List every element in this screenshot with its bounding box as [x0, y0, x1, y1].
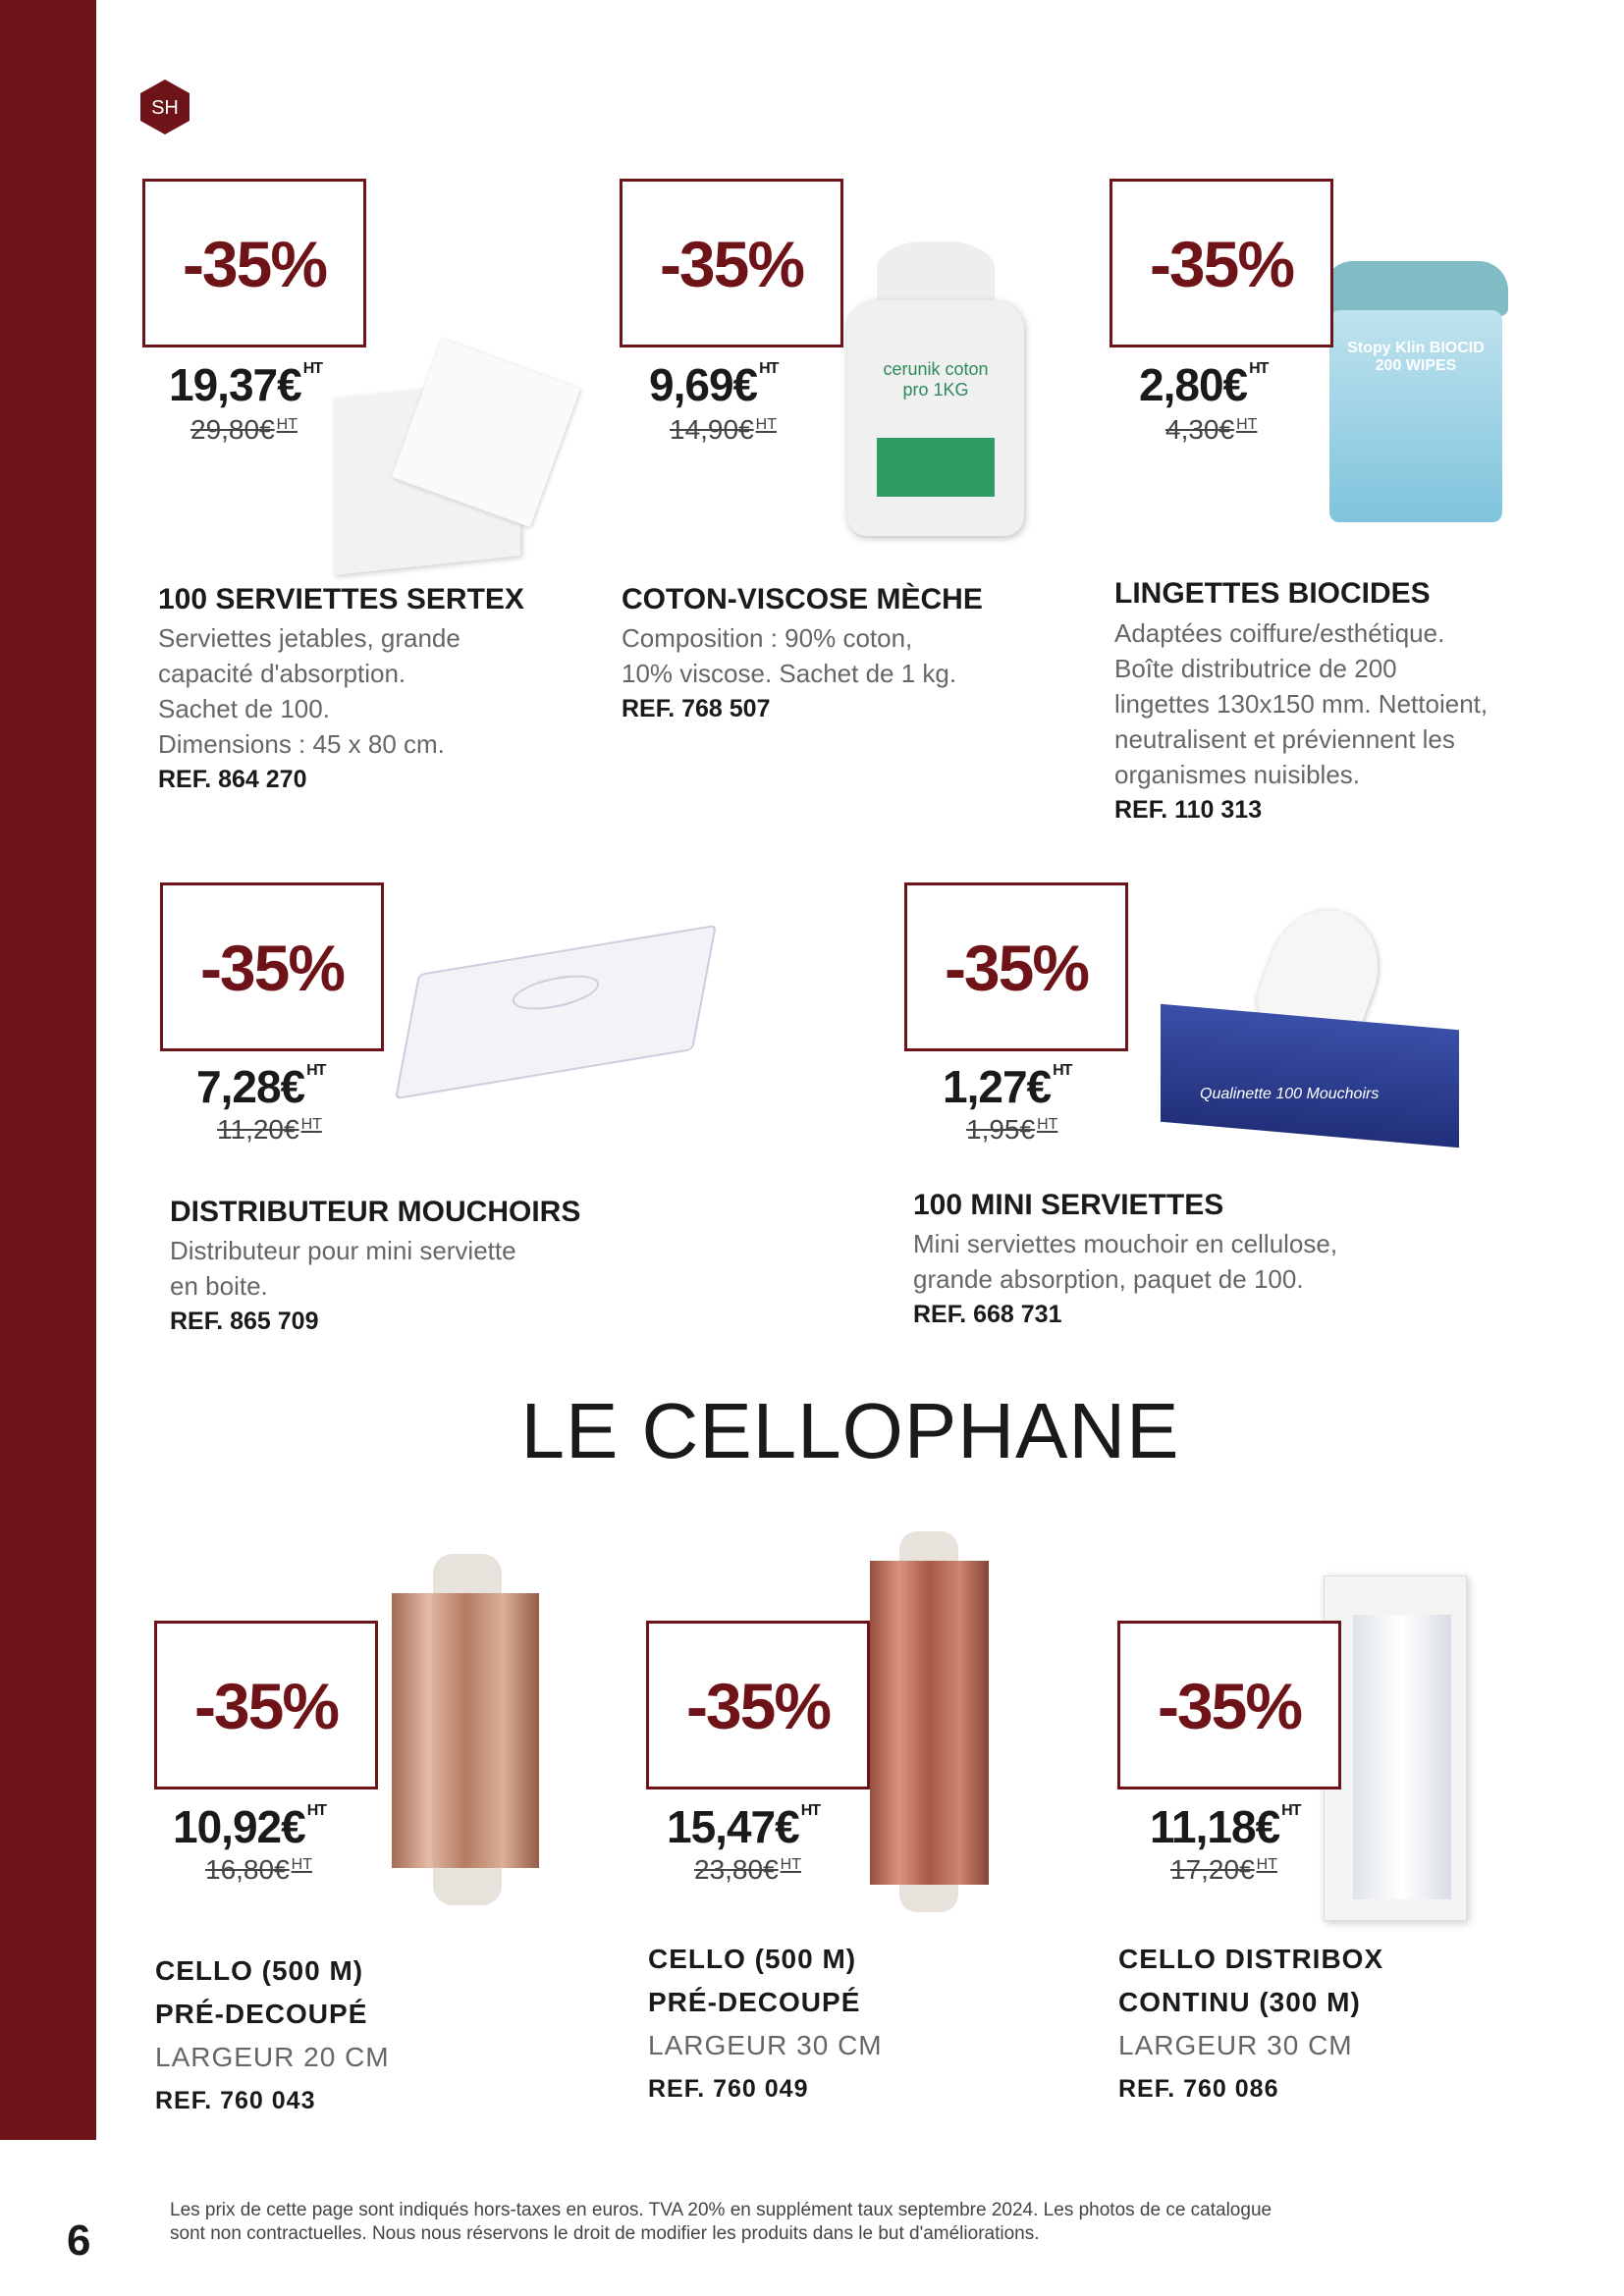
- product-title: 100 SERVIETTES SERTEX: [158, 583, 524, 615]
- product-ref: REF. 760 049: [648, 2075, 809, 2103]
- discount-badge: -35%: [154, 1621, 378, 1789]
- cello-distribox-image: [1324, 1575, 1467, 1921]
- footer-disclaimer: Les prix de cette page sont indiqués hors-taxes en euros. TVA 20% en supplément taux septembre 2024. Les photos de ce catalogue sont non contractuelles. Nous nous réservons le droit de modifier les produits dans le but d'améliorations.: [170, 2200, 1272, 2244]
- discount-badge: -35%: [1117, 1621, 1341, 1789]
- cello-roll-image: [865, 1531, 994, 1912]
- old-price: 1,95€ $^{HT}$: [966, 1114, 1058, 1145]
- product-title: 100 MINI SERVIETTES: [913, 1189, 1224, 1221]
- price: 9,69€ $^{HT}$: [649, 359, 779, 410]
- product-description: Composition : 90% coton, 10% viscose. Sachet de 1 kg. REF. 768 507: [622, 620, 956, 726]
- page-number: 6: [67, 2216, 91, 2265]
- product-description: Mini serviettes mouchoir en cellulose, grande absorption, paquet de 100. REF. 668 731: [913, 1226, 1337, 1332]
- product-ref: REF. 865 709: [170, 1308, 319, 1335]
- discount-badge: -35%: [904, 882, 1128, 1051]
- old-price: 29,80€ $^{HT}$: [190, 414, 298, 445]
- price: 19,37€ $^{HT}$: [169, 359, 323, 410]
- discount-badge: -35%: [1110, 179, 1333, 347]
- price: 11,18€ $^{HT}$: [1150, 1801, 1301, 1852]
- product-ref: REF. 110 313: [1114, 796, 1263, 824]
- sh-logo: [138, 79, 191, 135]
- mini-napkins-box-image: Qualinette 100 Mouchoirs: [1161, 909, 1459, 1145]
- product-title: CELLO DISTRIBOX CONTINU (300 M) LARGEUR 30 CM REF. 760 086: [1118, 1938, 1383, 2110]
- cello-roll-image: [384, 1554, 546, 1905]
- old-price: 11,20€ $^{HT}$: [217, 1114, 322, 1145]
- discount-badge: -35%: [160, 882, 384, 1051]
- product-description: Adaptées coiffure/esthétique. Boîte distributrice de 200 lingettes 130x150 mm. Nettoient, neutralisent et préviennent les organismes nuisibles. REF. 110 313: [1114, 615, 1488, 828]
- tissue-dispenser-image: [404, 909, 710, 1109]
- cotton-bag-image: cerunik coton pro 1KG: [828, 241, 1054, 546]
- old-price: 17,20€ $^{HT}$: [1170, 1854, 1277, 1885]
- side-band: [0, 0, 96, 2140]
- product-ref: REF. 760 043: [155, 2087, 316, 2114]
- product-description: Distributeur pour mini serviette en boite. REF. 865 709: [170, 1233, 516, 1339]
- old-price: 23,80€ $^{HT}$: [694, 1854, 801, 1885]
- product-ref: REF. 760 086: [1118, 2075, 1279, 2103]
- price: 1,27€ $^{HT}$: [943, 1061, 1072, 1112]
- product-ref: REF. 668 731: [913, 1301, 1062, 1328]
- product-title: DISTRIBUTEUR MOUCHOIRS: [170, 1196, 581, 1228]
- product-title: CELLO (500 M) PRÉ-DECOUPÉ LARGEUR 20 CM REF. 760 043: [155, 1949, 390, 2122]
- discount-badge: -35%: [142, 179, 366, 347]
- discount-badge: -35%: [646, 1621, 870, 1789]
- price: 7,28€ $^{HT}$: [196, 1061, 326, 1112]
- sertex-towels-image: [334, 359, 569, 565]
- product-title: CELLO (500 M) PRÉ-DECOUPÉ LARGEUR 30 CM REF. 760 049: [648, 1938, 883, 2110]
- price: 2,80€ $^{HT}$: [1139, 359, 1269, 410]
- product-ref: REF. 864 270: [158, 766, 307, 793]
- price: 15,47€ $^{HT}$: [667, 1801, 821, 1852]
- discount-badge: -35%: [620, 179, 843, 347]
- old-price: 16,80€ $^{HT}$: [205, 1854, 312, 1885]
- product-ref: REF. 768 507: [622, 695, 771, 722]
- old-price: 4,30€ $^{HT}$: [1165, 414, 1258, 445]
- price: 10,92€ $^{HT}$: [173, 1801, 327, 1852]
- product-title: COTON-VISCOSE MÈCHE: [622, 583, 983, 615]
- old-price: 14,90€ $^{HT}$: [670, 414, 777, 445]
- product-title: LINGETTES BIOCIDES: [1114, 577, 1431, 610]
- product-description: Serviettes jetables, grande capacité d'absorption. Sachet de 100. Dimensions : 45 x 80 cm. REF. 864 270: [158, 620, 460, 797]
- svg-text:SH: SH: [151, 97, 179, 119]
- biocide-wipes-image: Stopy Klin BIOCID 200 WIPES: [1324, 261, 1508, 522]
- section-heading: LE CELLOPHANE: [520, 1387, 1180, 1474]
